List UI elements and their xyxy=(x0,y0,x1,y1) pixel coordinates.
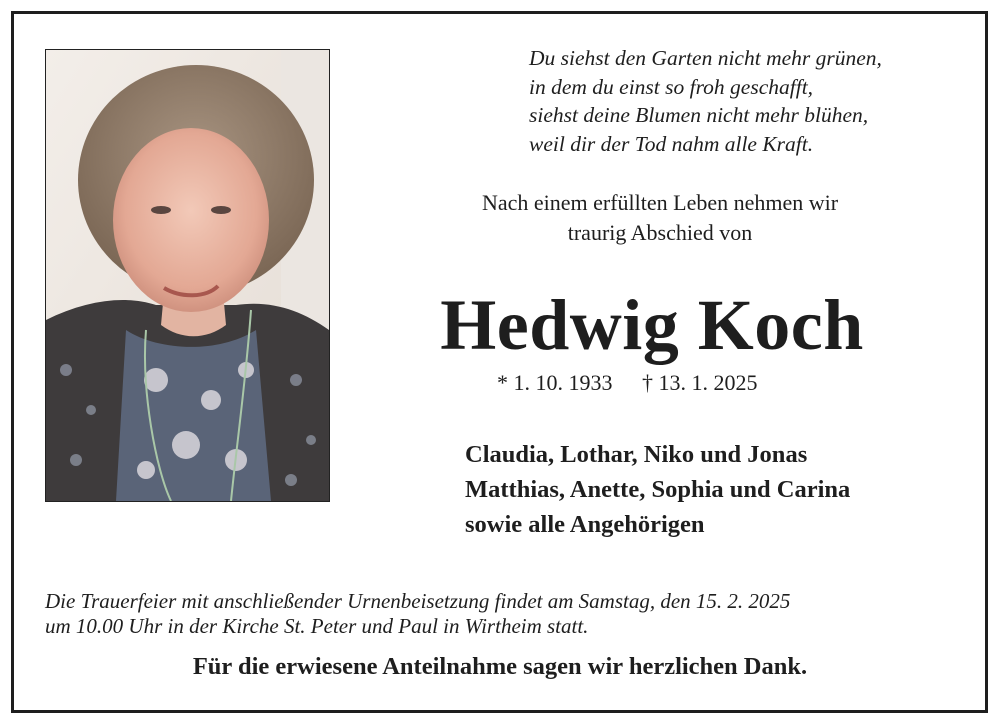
poem-line: in dem du einst so froh geschafft, xyxy=(529,74,814,99)
poem-line: siehst deine Blumen nicht mehr blühen, xyxy=(529,103,869,127)
ceremony-line: Die Trauerfeier mit anschließender Urnenbeisetzung findet am Samstag, den 15. 2. 2025 xyxy=(45,589,791,613)
birth-date: * 1. 10. 1933 xyxy=(497,370,613,395)
intro-line: traurig Abschied von xyxy=(567,220,753,245)
mourners-line: Matthias, Anette, Sophia und Carina xyxy=(465,476,851,503)
poem-line: Du siehst den Garten nicht mehr grünen, xyxy=(529,46,882,70)
poem xyxy=(529,44,969,158)
mourners-list xyxy=(465,437,975,542)
ceremony-line: um 10.00 Uhr in der Kirche St. Peter und Paul in Wirtheim statt. xyxy=(45,614,589,638)
ceremony-info xyxy=(45,589,975,639)
mourners-line: sowie alle Angehörigen xyxy=(465,511,705,538)
intro-text xyxy=(390,188,930,248)
portrait-image xyxy=(46,50,329,501)
mourners-line: Claudia, Lothar, Niko und Jonas xyxy=(465,441,808,468)
death-date: † 13. 1. 2025 xyxy=(642,370,758,395)
thanks-text: Für die erwiesene Anteilnahme sagen wir herzlichen Dank. xyxy=(192,653,808,680)
poem-line: weil dir der Tod nahm alle Kraft. xyxy=(529,131,814,156)
intro-line: Nach einem erfüllten Leben nehmen wir xyxy=(481,190,839,215)
deceased-name: Hedwig Koch xyxy=(440,285,864,365)
portrait-photo xyxy=(45,49,330,502)
